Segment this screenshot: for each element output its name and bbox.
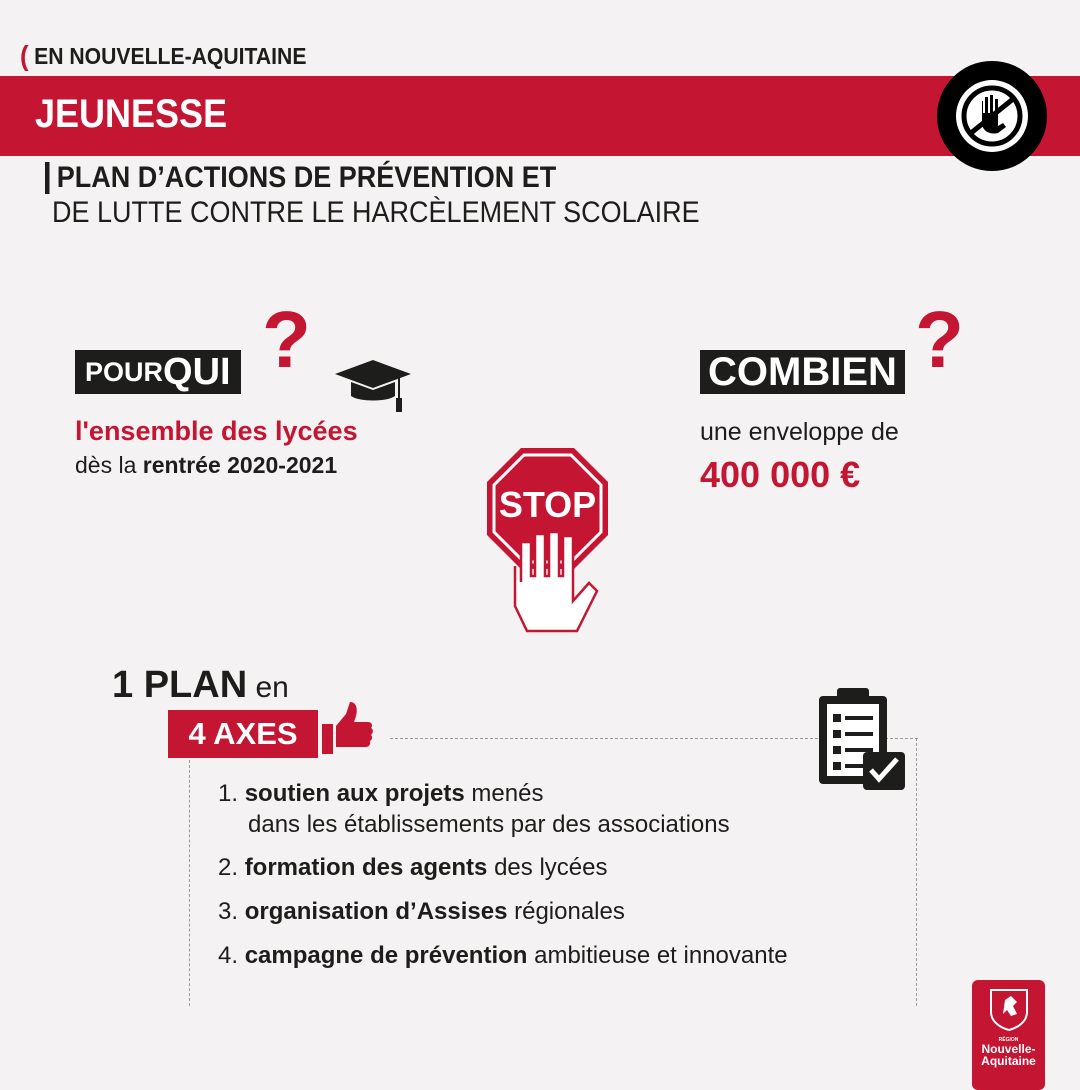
axes-label: 4 AXES (168, 710, 318, 758)
item-number: 2. (218, 854, 245, 881)
item-bold: campagne de prévention (244, 942, 528, 969)
coat-of-arms-icon (989, 988, 1029, 1032)
logo-line2: Aquitaine (981, 1054, 1036, 1068)
pour-text: POUR (85, 356, 164, 387)
stop-harassment-badge-icon (937, 61, 1047, 171)
checklist-icon (815, 686, 910, 799)
page-title-line1: PLAN D’ACTIONS DE PRÉVENTION ET (45, 162, 556, 194)
question-mark: ? (262, 295, 311, 384)
start-date-text (75, 452, 337, 479)
item-rest: ambitieuse et innovante (527, 942, 788, 969)
divider-right (916, 738, 917, 1006)
plan-heading (112, 664, 289, 707)
item-rest: des lycées (487, 854, 608, 881)
list-item (218, 898, 625, 926)
item-bold: soutien aux projets (244, 780, 465, 807)
budget-amount: 400 000 € (700, 454, 861, 495)
stop-text: STOP (498, 484, 597, 525)
logo-line1: Nouvelle- (981, 1042, 1036, 1056)
section-band (0, 76, 1080, 156)
date-prefix: dès la (75, 452, 143, 478)
region-text: EN NOUVELLE-AQUITAINE (34, 42, 307, 69)
plan-bold: 1 PLAN (112, 664, 248, 706)
item-number: 3. (218, 898, 245, 925)
list-item (218, 942, 788, 970)
stop-sign-icon (485, 446, 610, 636)
audience-text: l'ensemble des lycées (75, 416, 358, 446)
list-item (218, 854, 607, 882)
page-title-line2: DE LUTTE CONTRE LE HARCÈLEMENT SCOLAIRE (52, 196, 700, 229)
item-number: 1. (218, 780, 245, 807)
graduation-cap-icon (333, 358, 413, 418)
item-rest: menés (464, 780, 544, 807)
section-title: JEUNESSE (35, 92, 228, 136)
envelope-text: une enveloppe de (700, 418, 899, 446)
logo-small: RÉGION (998, 1037, 1019, 1043)
thumbs-up-icon (322, 700, 374, 763)
list-item (218, 780, 543, 808)
list-item-continued: dans les établissements par des associations (248, 811, 730, 838)
item-bold: formation des agents (244, 854, 488, 881)
region-logo (972, 980, 1045, 1090)
plan-en: en (247, 671, 289, 704)
combien-label: COMBIEN (700, 350, 905, 394)
item-bold: organisation d’Assises (244, 898, 508, 925)
qui-text: QUI (163, 350, 231, 393)
region-label: ( EN NOUVELLE-AQUITAINE (20, 40, 307, 71)
question-mark-2: ? (915, 295, 964, 384)
divider-left (189, 760, 190, 1006)
pour-qui-label (75, 350, 241, 394)
item-number: 4. (218, 942, 245, 969)
item-rest: régionales (507, 898, 625, 925)
date-bold: rentrée 2020-2021 (142, 452, 338, 478)
